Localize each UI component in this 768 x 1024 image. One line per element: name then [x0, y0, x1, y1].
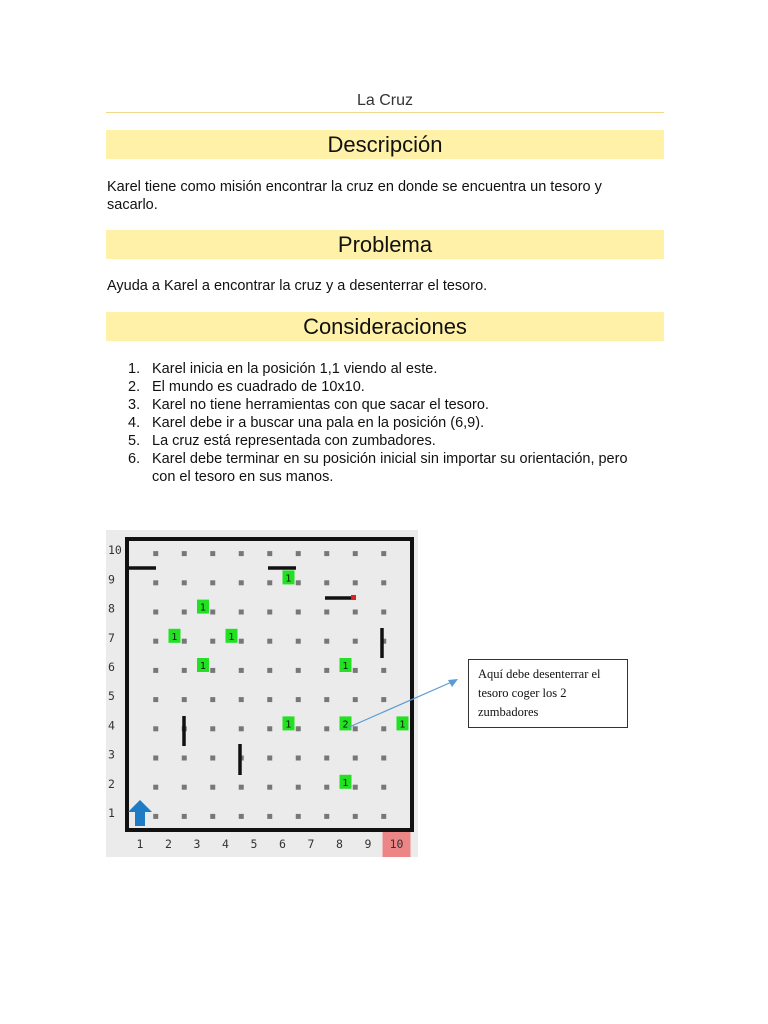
- list-item-number: 5.: [128, 433, 141, 449]
- column-label: 7: [307, 837, 315, 851]
- section-heading-problema: Problema: [106, 230, 664, 259]
- column-label: 1: [136, 837, 144, 851]
- beeper-count: 1: [285, 573, 292, 585]
- row-label: 3: [108, 747, 115, 762]
- list-item-number: 3.: [128, 397, 141, 413]
- problema-text: Ayuda a Karel a encontrar la cruz y a desenterrar el tesoro.: [107, 278, 488, 294]
- row-label: 5: [108, 689, 115, 704]
- column-label: 8: [336, 837, 343, 851]
- beeper-count: 1: [199, 661, 207, 672]
- callout-box: Aquí debe desenterrar el tesoro coger los 2 zumbadores: [468, 659, 628, 728]
- list-item-number: 1.: [128, 361, 141, 377]
- list-item-text: Karel inicia en la posición 1,1 viendo al este.: [152, 361, 438, 377]
- list-item-text: Karel debe terminar en su posición inicial sin importar su orientación, pero con el tesoro en sus manos.: [152, 451, 628, 485]
- section-heading-descripcion: Descripción: [106, 130, 664, 159]
- column-label: 3: [193, 837, 201, 851]
- beeper-count: 1: [342, 777, 349, 789]
- callout-arrow-line: [347, 681, 454, 731]
- beeper-count: 2: [342, 719, 349, 731]
- column-label: 6: [279, 837, 286, 851]
- page-title: La Cruz: [356, 92, 414, 109]
- column-label: 2: [165, 837, 172, 851]
- beeper-count: 1: [199, 602, 207, 614]
- row-label: 10: [108, 543, 122, 558]
- beeper-count: 1: [171, 631, 178, 643]
- beeper-count: 1: [228, 631, 235, 643]
- list-item-text: Karel no tiene herramientas con que sacar el tesoro.: [152, 397, 489, 413]
- row-label: 8: [108, 601, 115, 616]
- beeper-count: 1: [342, 661, 349, 672]
- list-item-text: La cruz está representada con zumbadores.: [152, 433, 436, 449]
- row-label: 7: [108, 630, 115, 645]
- descripcion-text: Karel tiene como misión encontrar la cruz en donde se encuentra un tesoro y sacarlo.: [107, 179, 602, 213]
- list-item-text: Karel debe ir a buscar una pala en la posición (6,9).: [152, 415, 485, 431]
- column-label: 4: [222, 837, 229, 851]
- list-item-number: 2.: [128, 379, 141, 395]
- row-label: 1: [108, 806, 115, 820]
- column-label: 5: [250, 837, 258, 851]
- column-label: 10: [389, 837, 404, 851]
- list-item-text: El mundo es cuadrado de 10x10.: [152, 379, 365, 395]
- list-item-number: 4.: [128, 415, 141, 431]
- row-label: 9: [108, 572, 115, 587]
- list-item-number: 6.: [128, 451, 141, 467]
- row-label: 4: [108, 718, 115, 733]
- row-label: 6: [108, 660, 115, 674]
- beeper-count: 1: [285, 719, 292, 731]
- section-heading-consideraciones: Consideraciones: [106, 312, 664, 341]
- beeper-count: 1: [399, 719, 406, 731]
- row-label: 2: [108, 776, 115, 791]
- column-label: 9: [364, 837, 372, 851]
